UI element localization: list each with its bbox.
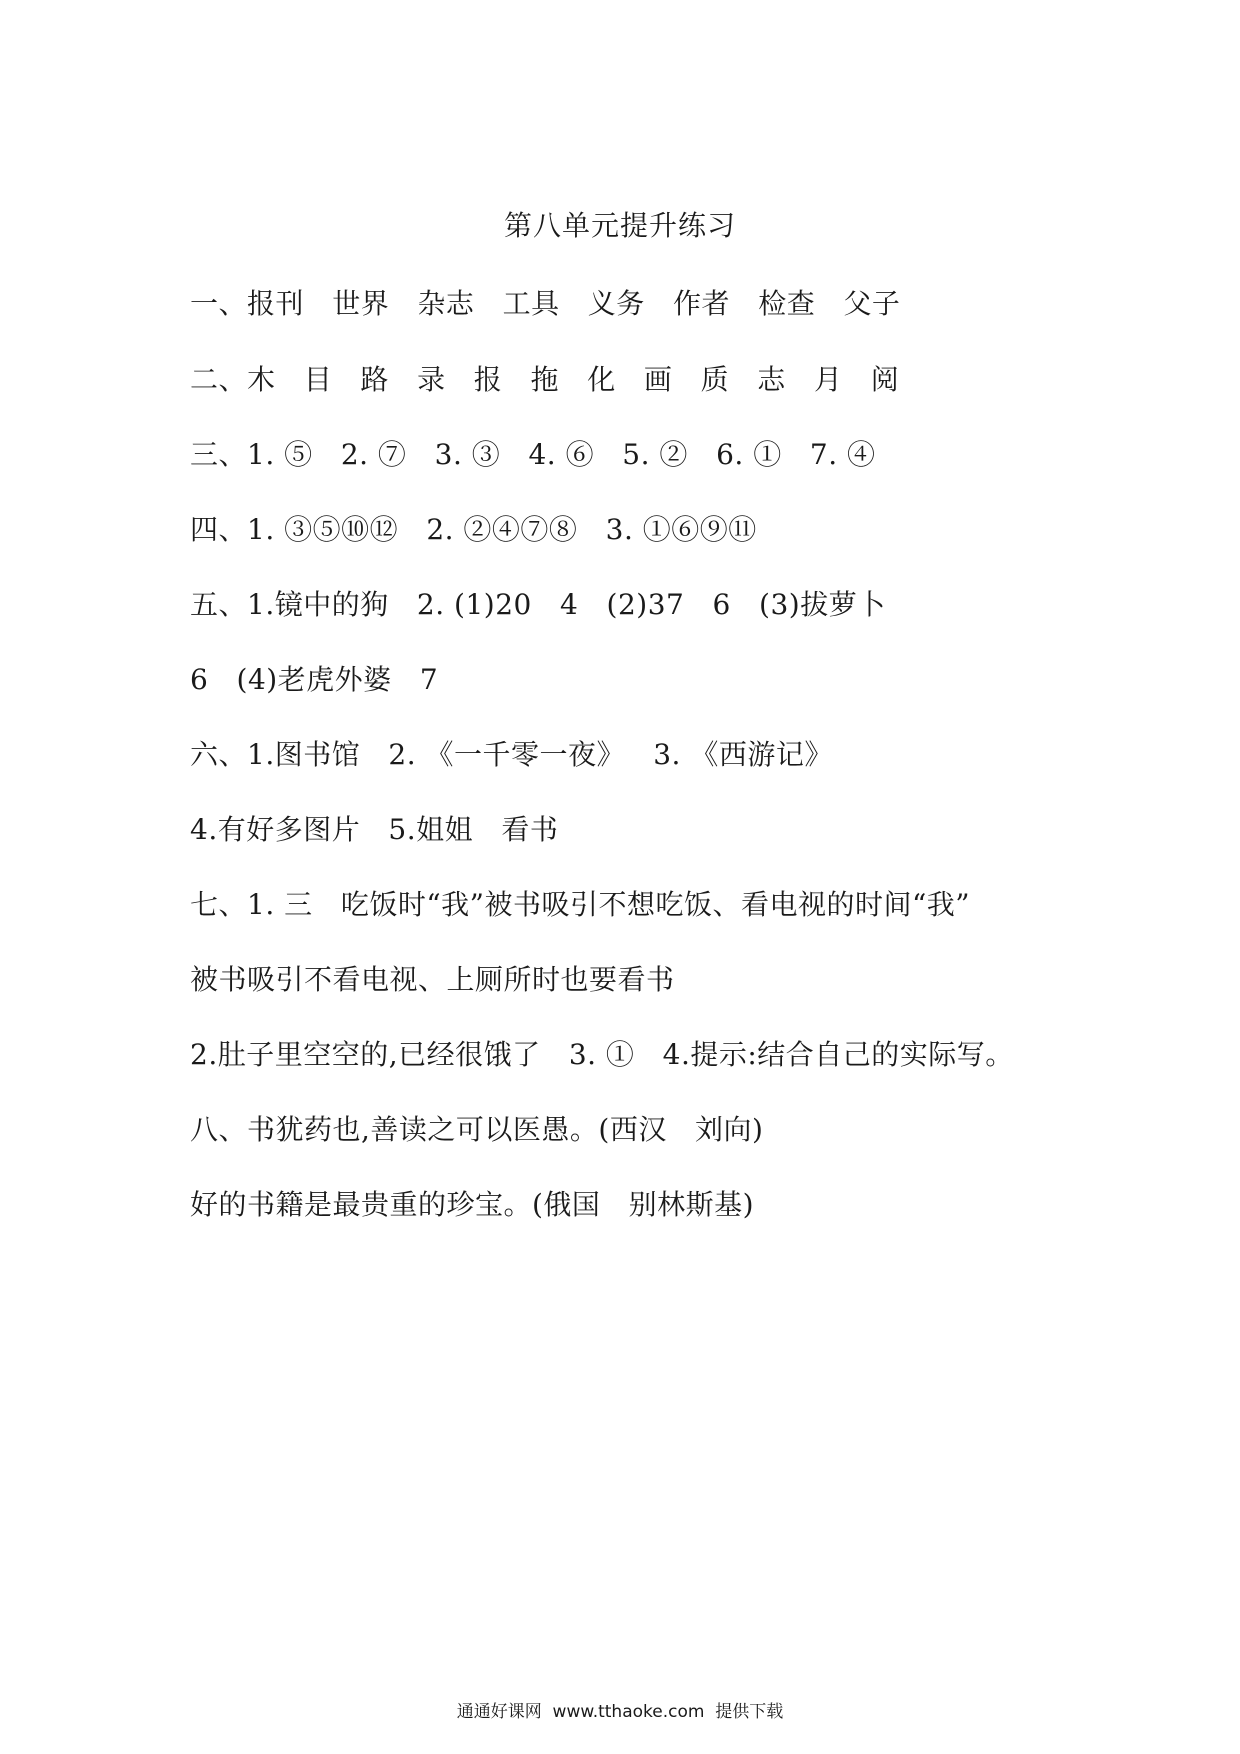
answer-section-7: 七、1. 三 吃饭时“我”被书吸引不想吃饭、看电视的时间“我” [190, 888, 971, 921]
answer-section-8: 八、书犹药也,善读之可以医愚。(西汉 刘向) [190, 1113, 764, 1146]
answer-section-3: 三、1. ⑤ 2. ⑦ 3. ③ 4. ⑥ 5. ② 6. ① 7. ④ [190, 438, 876, 471]
page-footer: 通通好课网 www.tthaoke.com 提供下载 [456, 1702, 784, 1722]
answer-section-7-part-2: 2.肚子里空空的,已经很饿了 3. ① 4.提示:结合自己的实际写。 [190, 1038, 1014, 1071]
answer-section-6: 六、1.图书馆 2. 《一千零一夜》 3. 《西游记》 [190, 738, 833, 771]
answer-section-5-continued: 6 (4)老虎外婆 7 [190, 663, 439, 696]
answer-section-4: 四、1. ③⑤⑩⑫ 2. ②④⑦⑧ 3. ①⑥⑨⑪ [190, 513, 757, 546]
answer-section-7-continued: 被书吸引不看电视、上厕所时也要看书 [190, 963, 675, 996]
page-title: 第八单元提升练习 [503, 209, 736, 242]
answer-section-1: 一、报刊 世界 杂志 工具 义务 作者 检查 父子 [190, 287, 901, 320]
answer-section-5: 五、1.镜中的狗 2. (1)20 4 (2)37 6 (3)拔萝卜 [190, 588, 886, 621]
answer-section-6-continued: 4.有好多图片 5.姐姐 看书 [190, 813, 559, 846]
answer-section-8-continued: 好的书籍是最贵重的珍宝。(俄国 别林斯基) [190, 1188, 755, 1221]
answer-section-2: 二、木 目 路 录 报 拖 化 画 质 志 月 阅 [190, 363, 900, 396]
